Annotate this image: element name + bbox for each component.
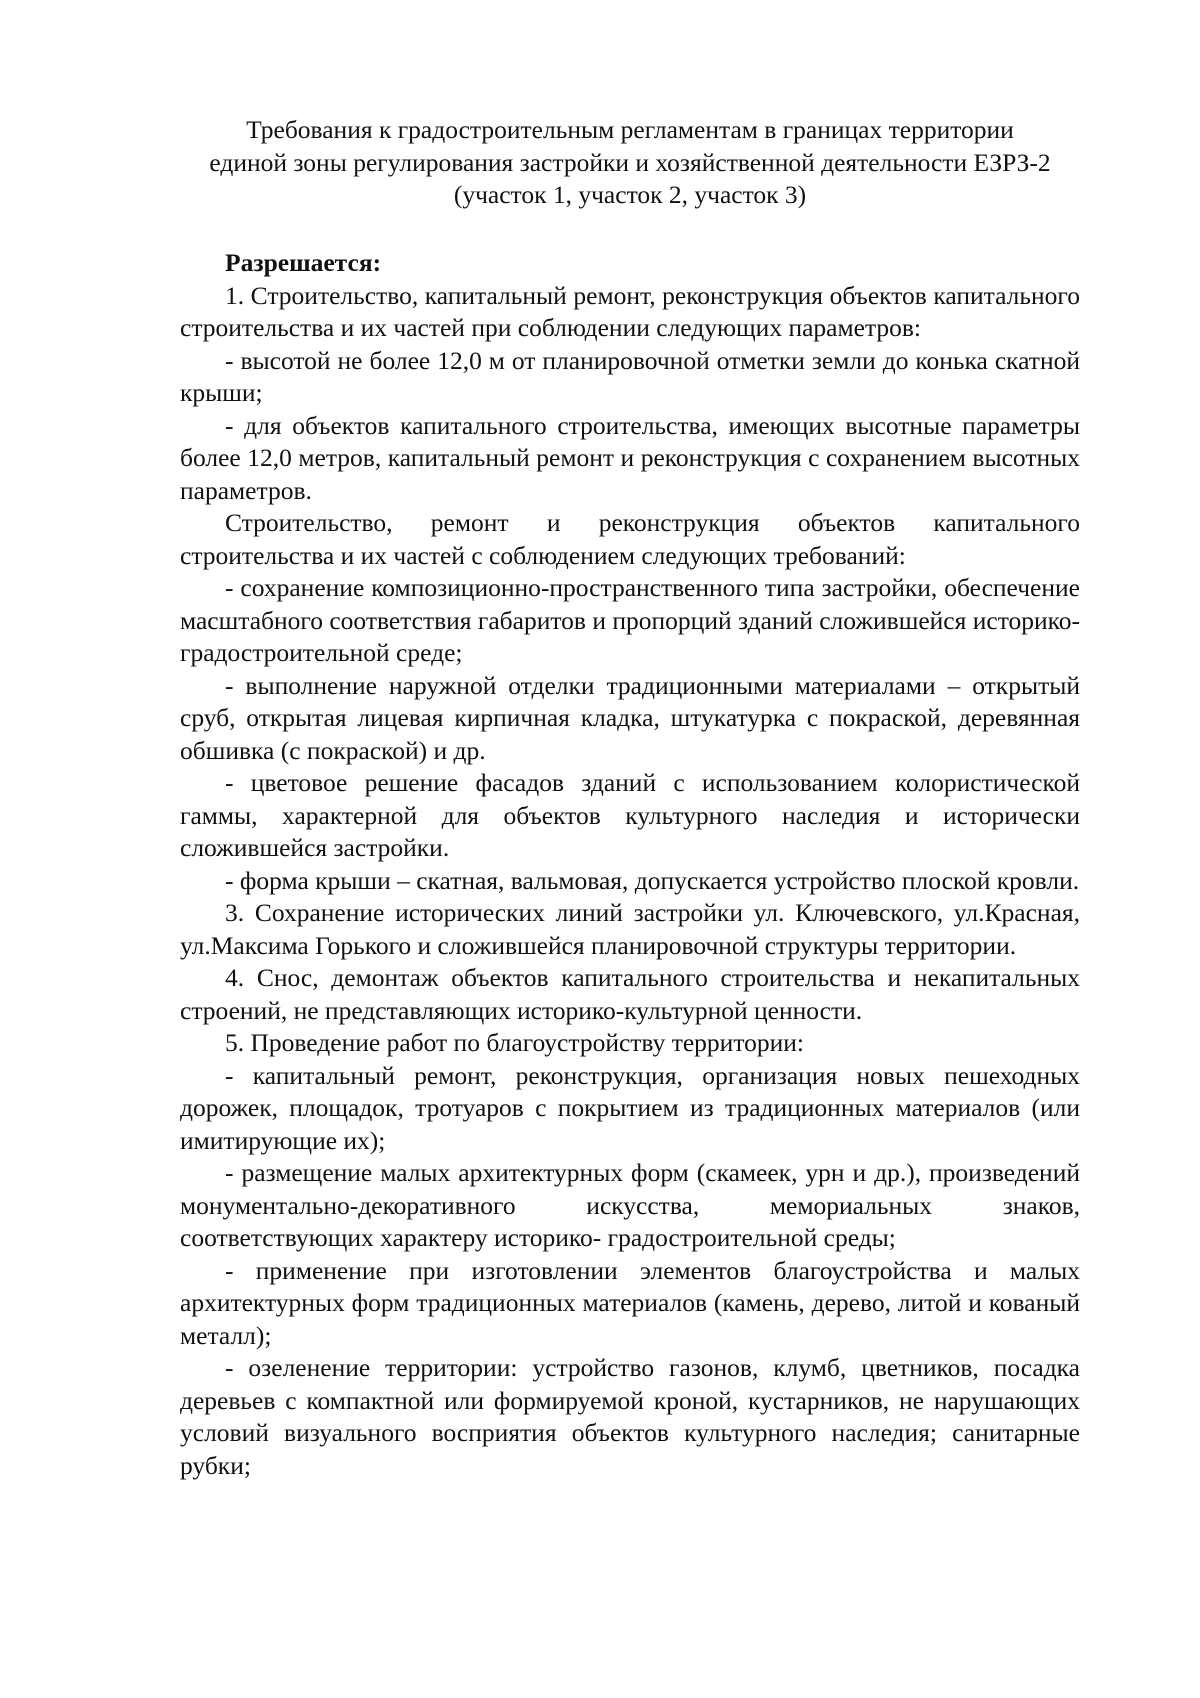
paragraph: - размещение малых архитектурных форм (скамеек, урн и др.), произведений монументально-декоративного искусства, мемориальных знаков, соответствующих характеру историко- градостроительной среды; — [180, 1158, 1080, 1252]
paragraph: - форма крыши – скатная, вальмовая, допускается устройство плоской кровли. — [225, 865, 1080, 895]
paragraph: - выполнение наружной отделки традиционными материалами – открытый сруб, открытая лицевая кирпичная кладка, штукатурка с покраской, деревянная обшивка (с покраской) и др. — [180, 670, 1080, 765]
paragraph: - применение при изготовлении элементов благоустройства и малых архитектурных форм традиционных материалов (камень, дерево, литой и кованый металл); — [180, 1255, 1080, 1350]
paragraph: - высотой не более 12,0 м от планировочной отметки земли до конька скатной крыши; — [180, 345, 1080, 407]
paragraph: 3. Сохранение исторических линий застройки ул. Ключевского, ул.Красная, ул.Максима Горького и сложившейся планировочной структуры территории. — [180, 898, 1080, 960]
paragraph: 4. Снос, демонтаж объектов капитального строительства и некапитальных строений, не представляющих историко-культурной ценности. — [180, 963, 1080, 1025]
document-title — [180, 114, 1080, 212]
paragraph: - озеленение территории: устройство газонов, клумб, цветников, посадка деревьев с компактной или формируемой кроной, кустарников, не нарушающих условий визуального восприятия объектов культурного наследия; санитарные рубки; — [180, 1353, 1080, 1480]
paragraph: 5. Проведение работ по благоустройству территории: — [225, 1028, 805, 1057]
title-line: (участок 1, участок 2, участок 3) — [453, 180, 807, 209]
paragraph: 1. Строительство, капитальный ремонт, реконструкция объектов капитального строительства и их частей при соблюдении следующих параметров: — [180, 280, 1080, 342]
paragraph: - капитальный ремонт, реконструкция, организация новых пешеходных дорожек, площадок, тротуаров с покрытием из традиционных материалов (или имитирующие их); — [180, 1060, 1080, 1155]
paragraph: - цветовое решение фасадов зданий с использованием колористической гаммы, характерной для объектов культурного наследия и исторически сложившейся застройки. — [180, 768, 1080, 862]
title-line: единой зоны регулирования застройки и хозяйственной деятельности ЕЗРЗ-2 — [209, 147, 1051, 177]
section-heading: Разрешается: — [225, 248, 382, 277]
document-body — [180, 247, 1080, 1482]
paragraph: - сохранение композиционно-пространственного типа застройки, обеспечение масштабного соответствия габаритов и пропорций зданий сложившейся историко-градостроительной среде; — [180, 573, 1080, 667]
paragraph: - для объектов капитального строительства, имеющих высотные параметры более 12,0 метров, капитальный ремонт и реконструкция с сохранением высотных параметров. — [180, 410, 1080, 505]
paragraph: Строительство, ремонт и реконструкция объектов капитального строительства и их частей с соблюдением следующих требований: — [180, 508, 1080, 570]
title-line: Требования к градостроительным регламентам в границах территории — [246, 115, 1014, 144]
